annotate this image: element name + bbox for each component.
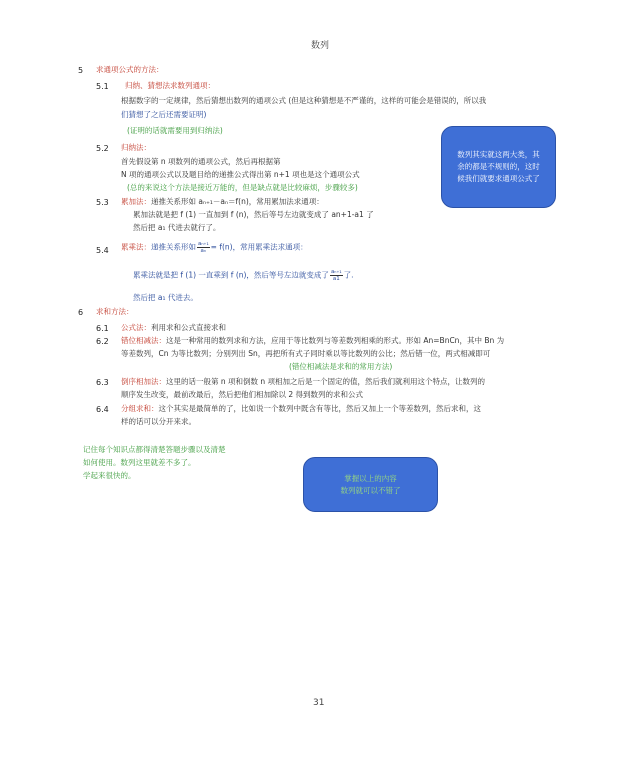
section-5-3-line-2: 然后把 a₁ 代进去就行了。 <box>133 223 221 232</box>
section-5-title: 求通项公式的方法： <box>96 65 164 74</box>
callout-1-line-2: 余的都是不规则的，这时 <box>457 162 540 171</box>
fraction-denominator: aₙ <box>200 248 207 254</box>
section-5-4-desc-pre: 递推关系形如 <box>151 242 196 252</box>
section-5-4-number: 5.4 <box>96 246 109 255</box>
section-5-2-note: (总的来说这个方法是接近万能的，但是缺点就是比较麻烦，步骤较多) <box>127 183 358 192</box>
memo-line-3: 学起来很快的。 <box>83 471 136 480</box>
section-5-4-title-label: 累乘法： <box>121 242 151 252</box>
section-6-1-body: 利用求和公式直接求和 <box>151 323 226 332</box>
section-6-4-line-1 <box>121 403 481 415</box>
section-6-2-note: (错位相减法是求和的常用方法) <box>289 362 393 371</box>
callout-2-line-2: 数列就可以不错了 <box>340 486 401 495</box>
section-5-4-title <box>121 241 308 254</box>
section-5-4-line-1 <box>133 269 354 282</box>
section-5-1-number: 5.1 <box>96 82 109 91</box>
section-6-4-title: 分组求和： <box>121 404 159 413</box>
callout-box-mastery <box>303 457 438 512</box>
section-6-4-body: 这个其实是最简单的了，比如说一个数列中既含有等比，然后又加上一个等差数列，然后求和，这 <box>158 404 481 413</box>
product-ratio-fraction <box>330 269 343 282</box>
section-6-3-title: 倒序相加法： <box>121 377 166 386</box>
section-5-2-line-1: 首先假设第 n 项数列的通项公式，然后再根据第 <box>121 157 281 166</box>
section-6-title: 求和方法： <box>96 307 134 316</box>
section-5-2-title: 归纳法： <box>121 143 151 152</box>
fraction-denominator: a1 <box>332 276 340 282</box>
callout-2-line-1: 掌握以上的内容 <box>344 474 397 483</box>
memo-line-1: 记住每个知识点都得清楚答题步骤以及清楚 <box>83 445 226 454</box>
section-6-number: 6 <box>78 308 84 317</box>
section-6-1-number: 6.1 <box>96 324 109 333</box>
page-header-title: 数列 <box>311 41 330 51</box>
callout-1-line-3: 候我们就要求通项公式了 <box>457 174 540 183</box>
section-5-3-desc: 递推关系形如 aₙ₊₁－aₙ＝f(n)，常用累加法求通项： <box>151 197 324 206</box>
section-6-2-number: 6.2 <box>96 337 109 346</box>
section-6-1-text <box>121 322 226 334</box>
section-6-3-number: 6.3 <box>96 378 109 387</box>
section-6-4-line-2: 样的话可以分开来求。 <box>121 417 196 426</box>
section-6-4-number: 6.4 <box>96 405 109 414</box>
section-6-2-line-1 <box>121 335 504 347</box>
memo-line-2: 如何使用。数列这里就差不多了。 <box>83 458 196 467</box>
section-6-3-line-1 <box>121 376 485 388</box>
section-5-4-line-2: 然后把 a₁ 代进去。 <box>133 293 198 302</box>
section-5-1-note: (证明的话就需要用到归纳法) <box>127 126 223 135</box>
section-5-3-number: 5.3 <box>96 198 109 207</box>
section-6-2-line-2: 等差数列，Cn 为等比数列；分别列出 Sn，再把所有式子同时乘以等比数列的公比；然后错一位，两式相减即可 <box>121 349 491 358</box>
section-5-number: 5 <box>78 66 84 75</box>
fraction-numerator: aₙ₊₁ <box>198 241 209 247</box>
callout-box-categories <box>441 126 556 208</box>
page-number: 31 <box>313 698 325 708</box>
section-6-2-body: 这是一种常用的数列求和方法，应用于等比数列与等差数列相乘的形式。形如 An=BnCn，其中 Bn 为 <box>166 336 505 345</box>
callout-1-line-1: 数列其实就这两大类，其 <box>457 150 540 159</box>
section-5-2-number: 5.2 <box>96 144 109 153</box>
section-5-3-line-1: 累加法就是把 f (1) 一直加到 f (n)，然后等号左边就变成了 an+1-a1 了 <box>133 210 374 219</box>
section-5-3-title <box>121 196 324 208</box>
section-6-1-title: 公式法： <box>121 323 151 332</box>
section-5-1-line-1: 根据数字的一定规律，然后猜想出数列的通项公式 (但是这种猜想是不严谨的，这样的可能会是错误的，所以我 <box>121 96 487 105</box>
section-5-4-line-1-pre: 累乘法就是把 f (1) 一直乘到 f (n)，然后等号左边就变成了 <box>133 270 329 280</box>
section-5-4-line-1-post: 了. <box>343 270 354 280</box>
section-5-2-line-2: N 项的通项公式以及题目给的递推公式得出第 n+1 项也是这个通项公式 <box>121 170 360 179</box>
fraction-numerator: aₙ₊₁ <box>330 269 342 275</box>
section-6-3-line-2: 顺序发生改变，最前改最后，然后把他们相加除以 2 得到数列的求和公式 <box>121 390 364 399</box>
section-5-1-title: 归纳、猜想法求数列通项： <box>125 81 215 90</box>
section-6-2-title: 错位相减法： <box>121 336 166 345</box>
section-5-1-line-2: 们猜想了之后还需要证明) <box>121 110 207 119</box>
section-6-3-body: 这里的话一般第 n 项和倒数 n 项相加之后是一个固定的值，然后我们就利用这个特点，让数列的 <box>166 377 486 386</box>
section-5-4-desc-post: = f(n)，常用累乘法求通项： <box>210 242 308 252</box>
section-5-3-title-label: 累加法： <box>121 197 151 206</box>
recurrence-ratio-fraction <box>197 241 210 254</box>
